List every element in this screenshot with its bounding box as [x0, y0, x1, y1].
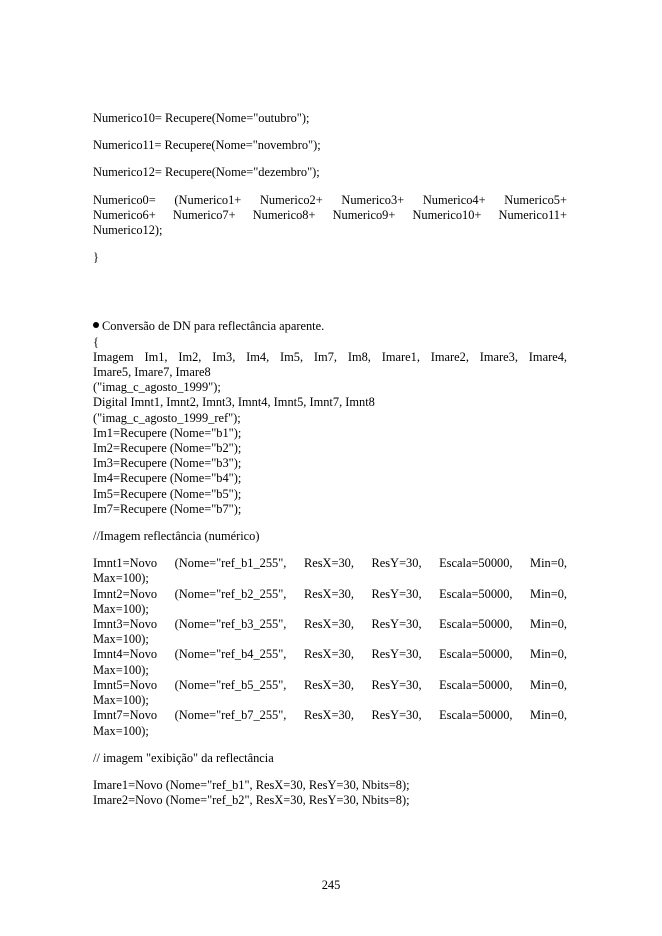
declaration-line: ("imag_c_agosto_1999"); [93, 380, 221, 395]
sum-line-2: Numerico6+ Numerico7+ Numerico8+ Numerico9+ Numerico10+ Numerico11+ [93, 207, 567, 222]
page-number: 245 [321, 878, 341, 892]
document-body [93, 111, 567, 820]
sum-line-1: Numerico0= (Numerico1+ Numerico2+ Numerico3+ Numerico4+ Numerico5+ [93, 192, 567, 207]
section-conversion [93, 319, 567, 517]
sum-paragraph [93, 193, 567, 239]
novo-line: Imnt7=Novo (Nome="ref_b7_255", ResX=30, ResY=30, Escala=50000, Min=0, [93, 708, 567, 723]
code-text: Numerico12= Recupere(Nome="dezembro"); [93, 165, 320, 180]
novo-line: Imnt5=Novo (Nome="ref_b5_255", ResX=30, ResY=30, Escala=50000, Min=0, [93, 677, 567, 692]
novo-line-cont: Max=100); [93, 693, 149, 708]
imare-line: Imare2=Novo (Nome="ref_b2", ResX=30, ResY=30, Nbits=8); [93, 793, 410, 808]
comment-line [93, 529, 567, 544]
novo-line-cont: Max=100); [93, 723, 149, 738]
imare-block [93, 778, 567, 808]
code-line [93, 138, 567, 153]
recupere-line: Im3=Recupere (Nome="b3"); [93, 456, 242, 471]
imare-line: Imare1=Novo (Nome="ref_b1", ResX=30, ResY=30, Nbits=8); [93, 777, 410, 792]
novo-line-cont: Max=100); [93, 601, 149, 616]
declaration-line: Imare5, Imare7, Imare8 [93, 365, 211, 380]
spacer [93, 277, 567, 319]
novo-line-cont: Max=100); [93, 632, 149, 647]
declaration-line: Imagem Im1, Im2, Im3, Im4, Im5, Im7, Im8, Imare1, Imare2, Imare3, Imare4, [93, 349, 567, 364]
novo-line: Imnt4=Novo (Nome="ref_b4_255", ResX=30, ResY=30, Escala=50000, Min=0, [93, 647, 567, 662]
section-heading [93, 319, 567, 334]
code-text: Numerico10= Recupere(Nome="outubro"); [93, 111, 310, 125]
recupere-line: Im2=Recupere (Nome="b2"); [93, 441, 242, 456]
recupere-line: Im7=Recupere (Nome="b7"); [93, 501, 242, 516]
novo-line: Imnt3=Novo (Nome="ref_b3_255", ResX=30, ResY=30, Escala=50000, Min=0, [93, 617, 567, 632]
bullet-icon [93, 322, 99, 328]
comment-text: //Imagem reflectância (numérico) [93, 529, 260, 544]
novo-line: Imnt1=Novo (Nome="ref_b1_255", ResX=30, ResY=30, Escala=50000, Min=0, [93, 556, 567, 571]
novo-block [93, 556, 567, 738]
recupere-line: Im4=Recupere (Nome="b4"); [93, 471, 242, 486]
comment-text: // imagem "exibição" da reflectância [93, 750, 274, 765]
code-line [93, 111, 567, 126]
code-line [93, 165, 567, 180]
close-brace: } [93, 250, 99, 265]
novo-line: Imnt2=Novo (Nome="ref_b2_255", ResX=30, ResY=30, Escala=50000, Min=0, [93, 586, 567, 601]
recupere-line: Im5=Recupere (Nome="b5"); [93, 486, 242, 501]
declaration-line: Digital Imnt1, Imnt2, Imnt3, Imnt4, Imnt5, Imnt7, Imnt8 [93, 395, 375, 410]
code-text: Numerico11= Recupere(Nome="novembro"); [93, 138, 321, 153]
comment-line [93, 751, 567, 766]
close-brace-line [93, 250, 567, 265]
novo-line-cont: Max=100); [93, 662, 149, 677]
novo-line-cont: Max=100); [93, 571, 149, 586]
declaration-line: ("imag_c_agosto_1999_ref"); [93, 410, 241, 425]
recupere-line: Im1=Recupere (Nome="b1"); [93, 425, 242, 440]
open-brace: { [93, 334, 99, 349]
sum-line-3: Numerico12); [93, 223, 163, 238]
section-heading-text: Conversão de DN para reflectância aparente. [102, 319, 325, 334]
